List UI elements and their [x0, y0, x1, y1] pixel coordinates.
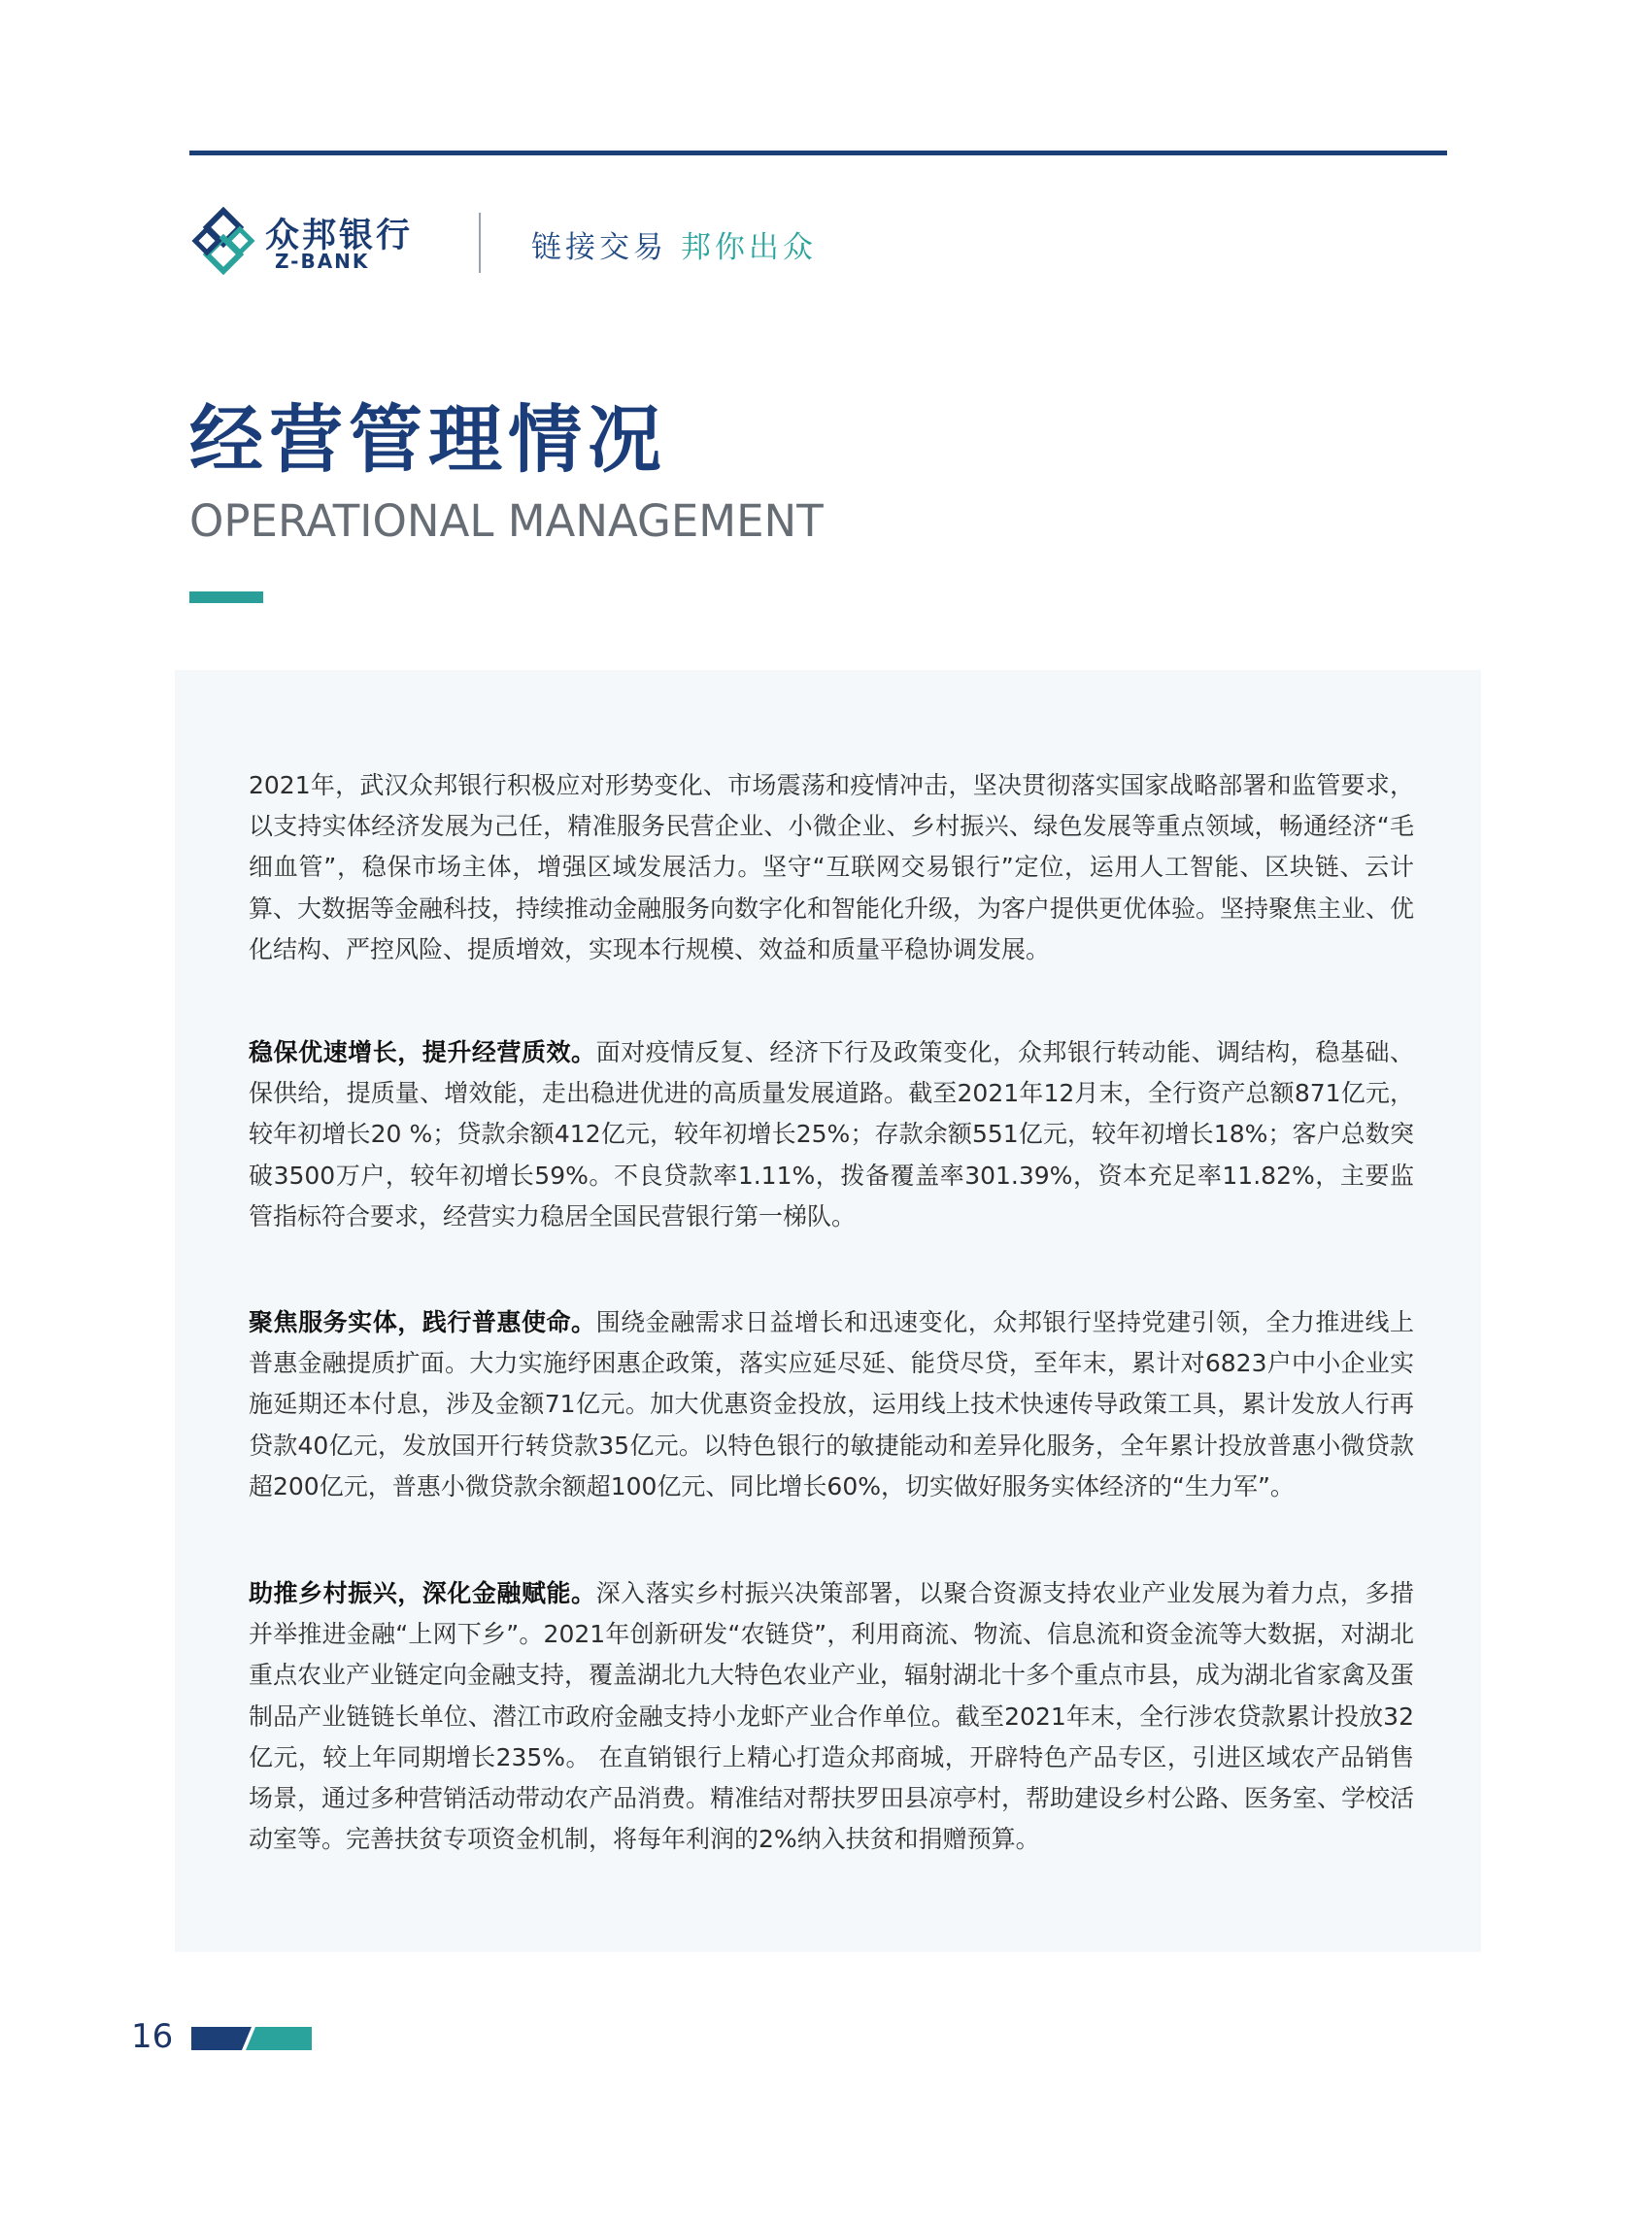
brand-separator	[479, 213, 481, 273]
paragraph-text: 2021年，武汉众邦银行积极应对形势变化、市场震荡和疫情冲击，坚决贯彻落实国家战略部署和监管要求，以支持实体经济发展为己任，精准服务民营企业、小微企业、乡村振兴、绿色发展等重点领域，畅通经济“毛细血管”，稳保市场主体，增强区域发展活力。坚守“互联网交易银行”定位，运用人工智能、区块链、云计算、大数据等金融科技，持续推动金融服务向数字化和智能化升级，为客户提供更优体验。坚持聚焦主业、优化结构、严控风险、提质增效，实现本行规模、效益和质量平稳协调发展。	[249, 771, 1415, 963]
page-title: 经营管理情况	[189, 396, 667, 483]
paragraph-text: 深入落实乡村振兴决策部署，以聚合资源支持农业产业发展为着力点，多措并举推进金融“上网下乡”。2021年创新研发“农链贷”，利用商流、物流、信息流和资金流等大数据，对湖北重点农业产业链定向金融支持，覆盖湖北九大特色农业产业，辐射湖北十多个重点市县，成为湖北省家禽及蛋制品产业链链长单位、潜江市政府金融支持小龙虾产业合作单位。截至2021年末，全行涉农贷款累计投放32亿元，较上年同期增长235%。 在直销银行上精心打造众邦商城，开辟特色产品专区，引进区域农产品销售场景，通过多种营销活动带动农产品消费。精准结对帮扶罗田县凉亭村，帮助建设乡村公路、医务室、学校活动室等。完善扶贫专项资金机制，将每年利润的2%纳入扶贫和捐赠预算。	[249, 1579, 1415, 1854]
zbank-logo-icon	[189, 207, 257, 275]
paragraph-rural	[249, 1573, 1414, 1860]
brand-name: 众邦银行	[265, 217, 414, 255]
top-rule	[189, 151, 1447, 155]
paragraph-lead: 聚焦服务实体，践行普惠使命。	[249, 1308, 596, 1336]
paragraph-lead: 稳保优速增长，提升经营质效。	[249, 1038, 596, 1066]
brand-en-name: Z-BANK	[275, 250, 370, 273]
paragraph-lead: 助推乡村振兴，深化金融赋能。	[249, 1579, 596, 1607]
paragraph-text: 围绕金融需求日益增长和迅速变化，众邦银行坚持党建引领，全力推进线上普惠金融提质扩面。大力实施纾困惠企政策，落实应延尽延、能贷尽贷，至年末，累计对6823户中小企业实施延期还本付息，涉及金额71亿元。加大优惠资金投放，运用线上技术快速传导政策工具，累计发放人行再贷款40亿元，发放国开行转贷款35亿元。以特色银行的敏捷能动和差异化服务，全年累计投放普惠小微贷款超200亿元，普惠小微贷款余额超100亿元、同比增长60%，切实做好服务实体经济的“生力军”。	[249, 1308, 1414, 1500]
page-subtitle: OPERATIONAL MANAGEMENT	[189, 495, 824, 547]
paragraph-inclusive	[249, 1302, 1414, 1507]
paragraph-text: 面对疫情反复、经济下行及政策变化，众邦银行转动能、调结构，稳基础、保供给，提质量、增效能，走出稳进优进的高质量发展道路。截至2021年12月末，全行资产总额871亿元，较年初增长20 %；贷款余额412亿元，较年初增长25%；存款余额551亿元，较年初增长18%；客户总数突破3500万户，较年初增长59%。不良贷款率1.11%，拨备覆盖率301.39%，资本充足率11.82%，主要监管指标符合要求，经营实力稳居全国民营银行第一梯队。	[249, 1038, 1414, 1230]
slogan-part2: 邦你出众	[680, 230, 817, 265]
brand-slogan	[531, 222, 817, 266]
paragraph-growth	[249, 1032, 1414, 1237]
page-number: 16	[131, 2017, 174, 2056]
paragraph-intro	[249, 765, 1414, 970]
footer-accent-bar	[191, 2027, 312, 2050]
title-accent-bar	[189, 591, 263, 603]
slogan-part1: 链接交易	[531, 230, 667, 265]
brand-header	[189, 207, 889, 275]
